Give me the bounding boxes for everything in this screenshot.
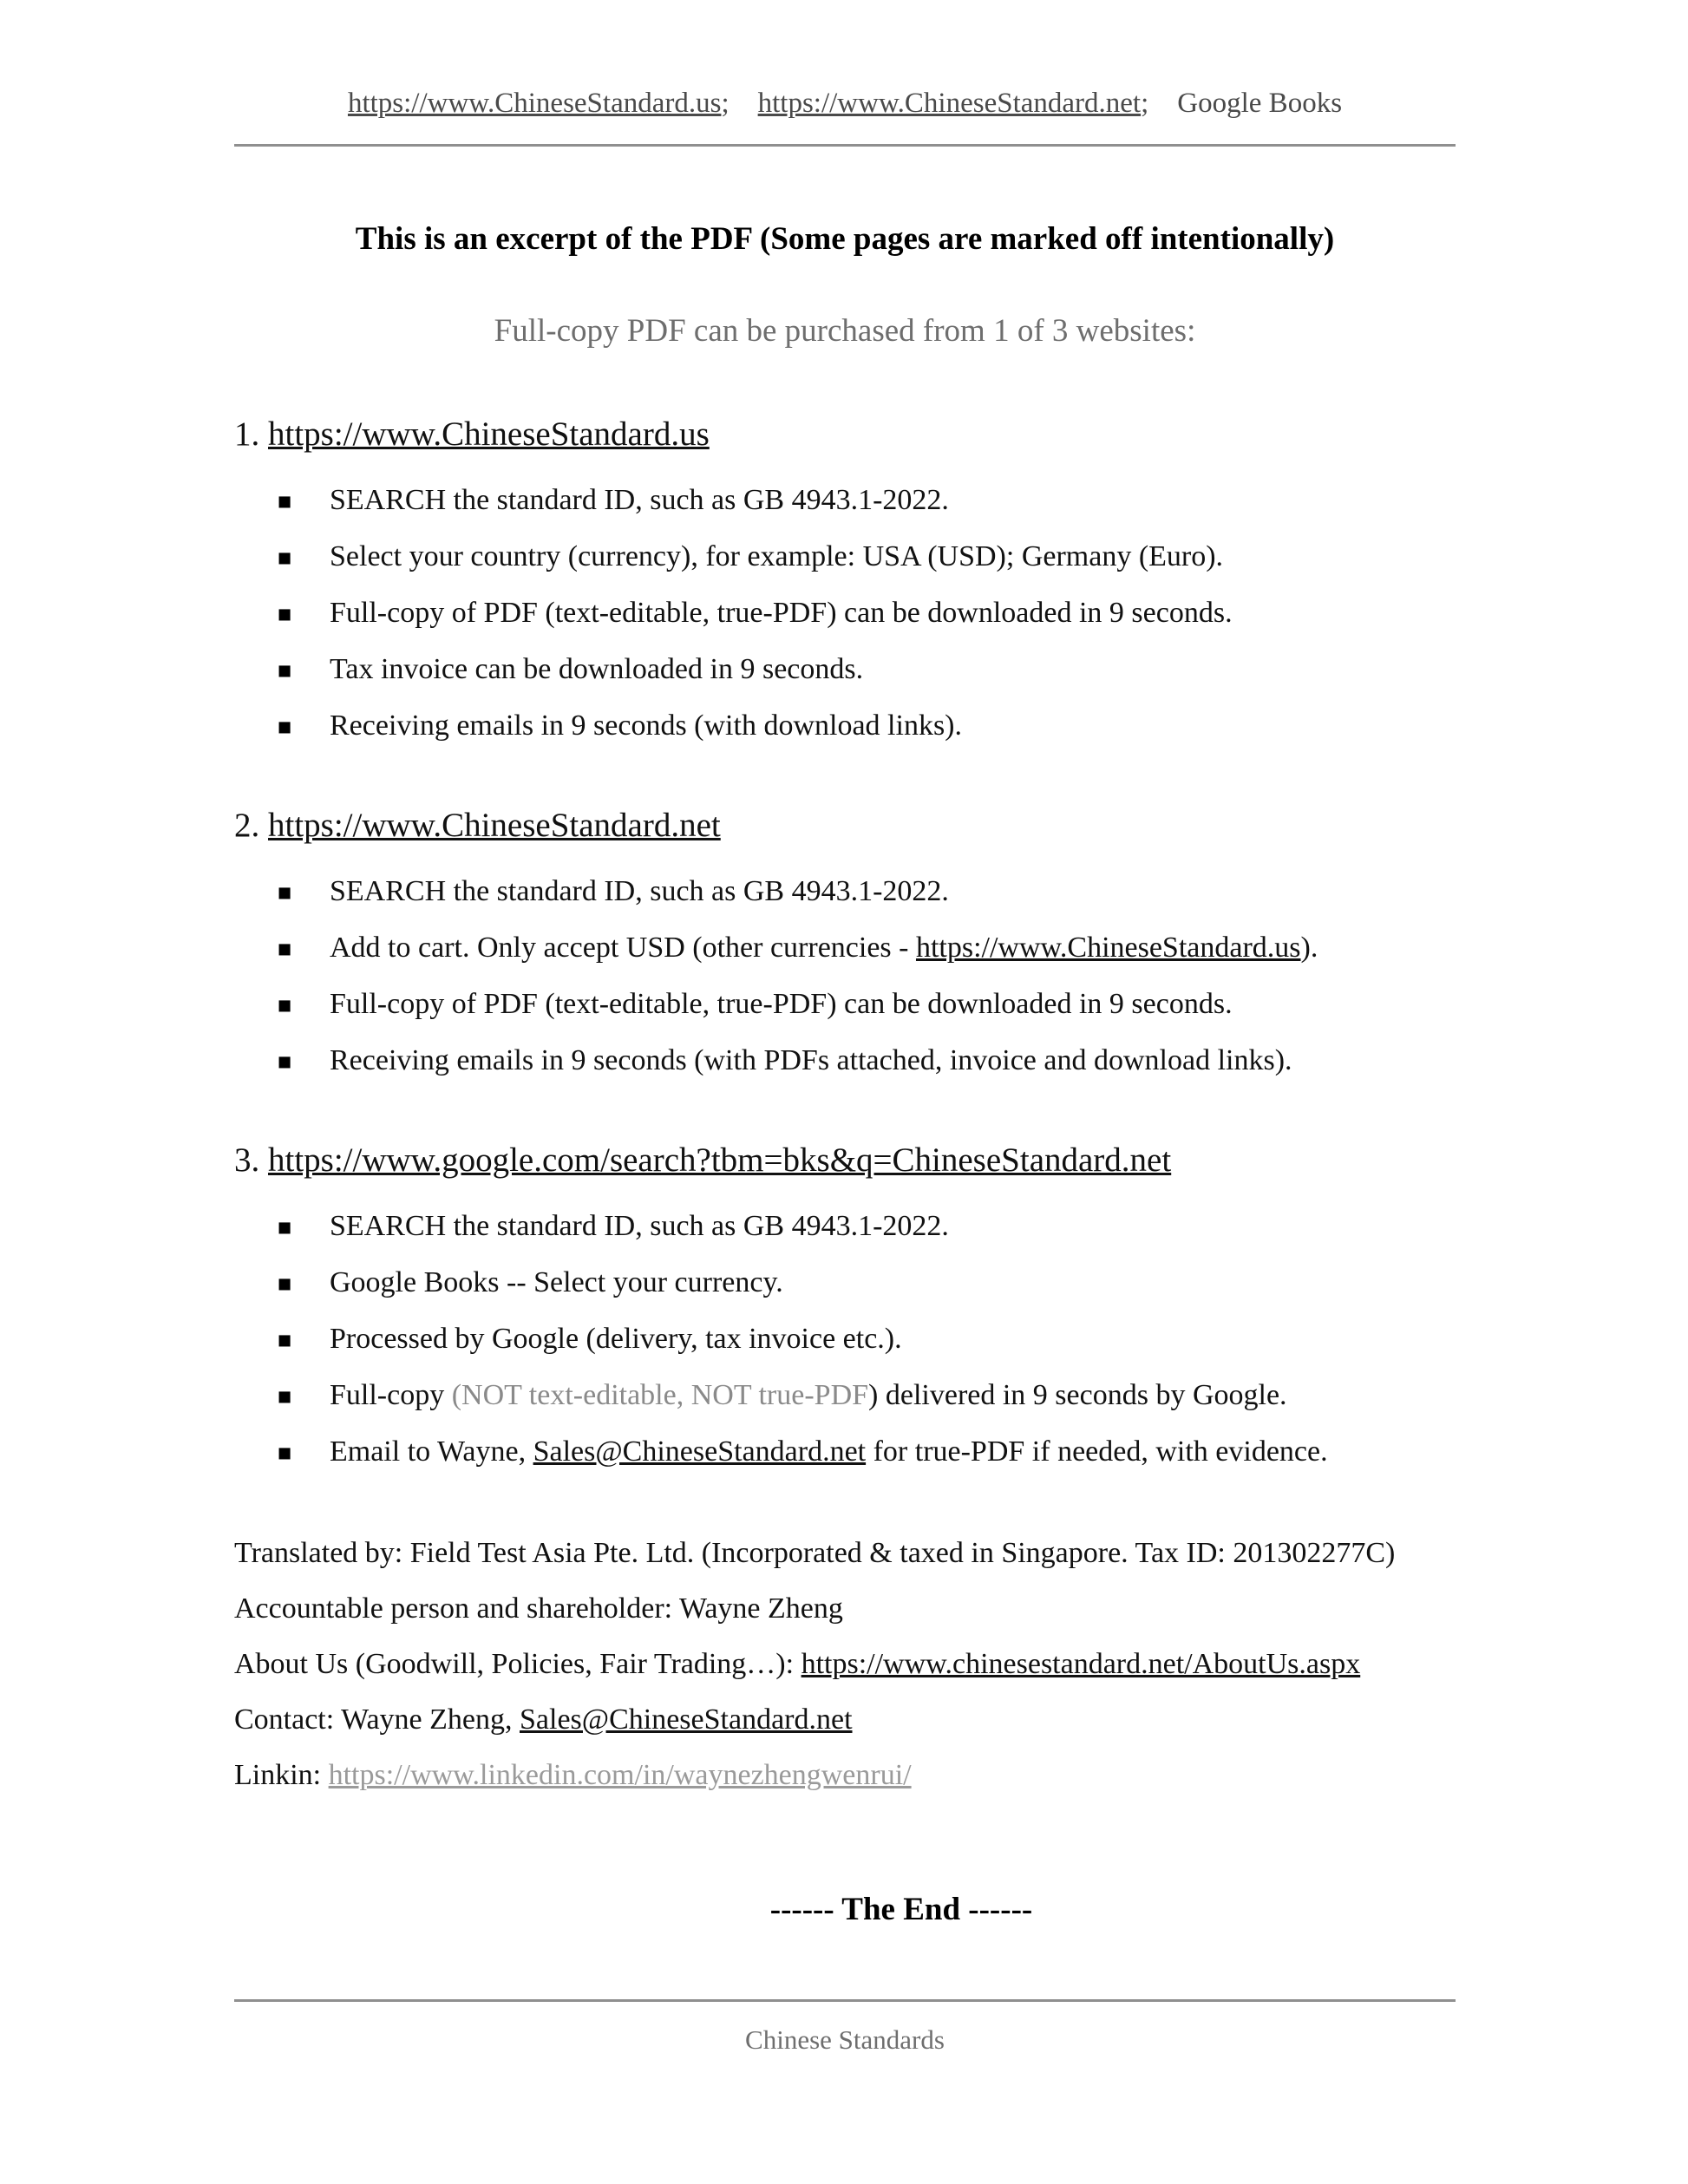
- bullet-list: [234, 1209, 1456, 1470]
- text-segment: ;: [1141, 88, 1178, 119]
- text-segment: Google Books: [1177, 88, 1343, 119]
- text-segment: ;: [721, 88, 758, 119]
- text-segment: Google Books -- Select your currency.: [330, 1266, 783, 1298]
- bullet-square-icon: ■: [278, 545, 292, 571]
- text-segment: Email to Wayne,: [330, 1435, 533, 1468]
- bullet-item: [234, 1322, 1456, 1357]
- page-title: This is an excerpt of the PDF (Some pages are marked off intentionally): [355, 221, 1335, 257]
- bullet-item: [234, 1209, 1456, 1245]
- section: [234, 803, 1456, 1079]
- text-segment: Add to cart. Only accept USD (other currencies -: [330, 932, 916, 964]
- text-segment: (NOT text-editable, NOT true-PDF: [451, 1379, 869, 1411]
- bullet-text: [330, 931, 1456, 965]
- bullet-item: [234, 709, 1456, 744]
- text-segment: Linkin:: [234, 1759, 329, 1791]
- info-line: [234, 1592, 1456, 1626]
- text-segment: Translated by: Field Test Asia Pte. Ltd. (Incorporated & taxed in Singapore. Tax ID: 201302277C): [234, 1537, 1396, 1569]
- header-links-line: [234, 83, 1456, 123]
- section: [234, 412, 1456, 744]
- bullet-item: [234, 1378, 1456, 1414]
- bullet-square-icon: ■: [278, 1214, 292, 1240]
- bullet-square-icon: ■: [278, 1271, 292, 1297]
- bullet-text: [330, 709, 1456, 743]
- bullet-text: [330, 874, 1456, 909]
- hyperlink[interactable]: https://www.linkedin.com/in/waynezhengwenrui/: [328, 1759, 912, 1791]
- text-segment: SEARCH the standard ID, such as GB 4943.1-2022.: [330, 1210, 949, 1242]
- text-segment: Full-copy of PDF (text-editable, true-PDF) can be downloaded in 9 seconds.: [330, 988, 1233, 1020]
- hyperlink[interactable]: https://www.ChineseStandard.us: [915, 932, 1301, 964]
- section-number: 2.: [234, 807, 268, 844]
- bullet-item: [234, 596, 1456, 631]
- text-segment: Receiving emails in 9 seconds (with PDFs attached, invoice and download links).: [330, 1044, 1292, 1076]
- bullet-square-icon: ■: [278, 879, 292, 906]
- info-line: [234, 1536, 1456, 1571]
- info-line: [234, 1758, 1456, 1793]
- bullet-item: [234, 1265, 1456, 1301]
- bullet-item: [234, 1043, 1456, 1079]
- bullet-text: [330, 1322, 1456, 1357]
- bullet-square-icon: ■: [278, 1440, 292, 1466]
- bullet-list: [234, 874, 1456, 1079]
- section-heading: [234, 1138, 1456, 1183]
- text-segment: Full-copy: [330, 1379, 452, 1411]
- bullet-square-icon: ■: [278, 1383, 292, 1409]
- section-heading-link[interactable]: https://www.ChineseStandard.us: [268, 415, 710, 453]
- text-segment: Receiving emails in 9 seconds (with download links).: [330, 709, 962, 742]
- bullet-item: [234, 483, 1456, 519]
- text-segment: SEARCH the standard ID, such as GB 4943.1-2022.: [330, 484, 949, 516]
- text-segment: ) delivered in 9 seconds by Google.: [868, 1379, 1287, 1411]
- bullet-square-icon: ■: [278, 936, 292, 962]
- text-segment: Select your country (currency), for example: USA (USD); Germany (Euro).: [330, 540, 1224, 572]
- bullet-item: [234, 931, 1456, 966]
- bullet-list: [234, 483, 1456, 744]
- bullet-item: [234, 539, 1456, 575]
- hyperlink[interactable]: Sales@ChineseStandard.net: [533, 1435, 867, 1468]
- section-number: 1.: [234, 415, 268, 453]
- bullet-square-icon: ■: [278, 657, 292, 683]
- text-segment: Full-copy of PDF (text-editable, true-PDF) can be downloaded in 9 seconds.: [330, 597, 1233, 629]
- hyperlink[interactable]: https://www.ChineseStandard.net: [757, 88, 1142, 119]
- bullet-square-icon: ■: [278, 992, 292, 1018]
- hyperlink[interactable]: https://www.chinesestandard.net/AboutUs.aspx: [801, 1648, 1361, 1680]
- bullet-square-icon: ■: [278, 601, 292, 627]
- text-segment: About Us (Goodwill, Policies, Fair Trading…):: [234, 1648, 801, 1680]
- hyperlink[interactable]: Sales@ChineseStandard.net: [520, 1703, 853, 1736]
- section: [234, 1138, 1456, 1470]
- bullet-text: [330, 1043, 1456, 1078]
- text-segment: Tax invoice can be downloaded in 9 seconds.: [330, 653, 864, 685]
- text-segment: ).: [1300, 932, 1318, 964]
- bullet-text: [330, 596, 1456, 631]
- hyperlink[interactable]: https://www.ChineseStandard.us: [347, 88, 722, 119]
- info-block: [234, 1536, 1456, 1793]
- bullet-square-icon: ■: [278, 1327, 292, 1353]
- bullet-square-icon: ■: [278, 488, 292, 514]
- footer-divider: [234, 1999, 1456, 2002]
- section-heading: [234, 412, 1456, 457]
- text-segment: SEARCH the standard ID, such as GB 4943.1-2022.: [330, 875, 949, 907]
- bullet-text: [330, 652, 1456, 687]
- end-marker: ------ The End ------: [769, 1892, 1033, 1927]
- sections-list: [234, 412, 1456, 1470]
- bullet-item: [234, 652, 1456, 688]
- header-divider: [234, 144, 1456, 147]
- section-heading-link[interactable]: https://www.google.com/search?tbm=bks&q=ChineseStandard.net: [268, 1141, 1172, 1179]
- bullet-square-icon: ■: [278, 1049, 292, 1075]
- bullet-square-icon: ■: [278, 714, 292, 740]
- text-segment: Contact: Wayne Zheng,: [234, 1703, 520, 1736]
- bullet-item: [234, 987, 1456, 1023]
- section-heading-link[interactable]: https://www.ChineseStandard.net: [268, 807, 721, 844]
- bullet-text: [330, 987, 1456, 1022]
- section-heading: [234, 803, 1456, 848]
- bullet-text: [330, 483, 1456, 518]
- page-footer-text: Chinese Standards: [745, 2024, 945, 2055]
- text-segment: Processed by Google (delivery, tax invoice etc.).: [330, 1323, 902, 1355]
- text-segment: for true-PDF if needed, with evidence.: [866, 1435, 1328, 1468]
- bullet-text: [330, 1265, 1456, 1300]
- text-segment: Accountable person and shareholder: Wayne Zheng: [234, 1592, 843, 1625]
- bullet-text: [330, 1435, 1456, 1469]
- page-subtitle: Full-copy PDF can be purchased from 1 of 3 websites:: [494, 313, 1196, 349]
- info-line: [234, 1703, 1456, 1737]
- bullet-text: [330, 1378, 1456, 1413]
- section-number: 3.: [234, 1141, 268, 1179]
- bullet-item: [234, 1435, 1456, 1470]
- info-line: [234, 1647, 1456, 1682]
- bullet-item: [234, 874, 1456, 910]
- bullet-text: [330, 539, 1456, 574]
- bullet-text: [330, 1209, 1456, 1244]
